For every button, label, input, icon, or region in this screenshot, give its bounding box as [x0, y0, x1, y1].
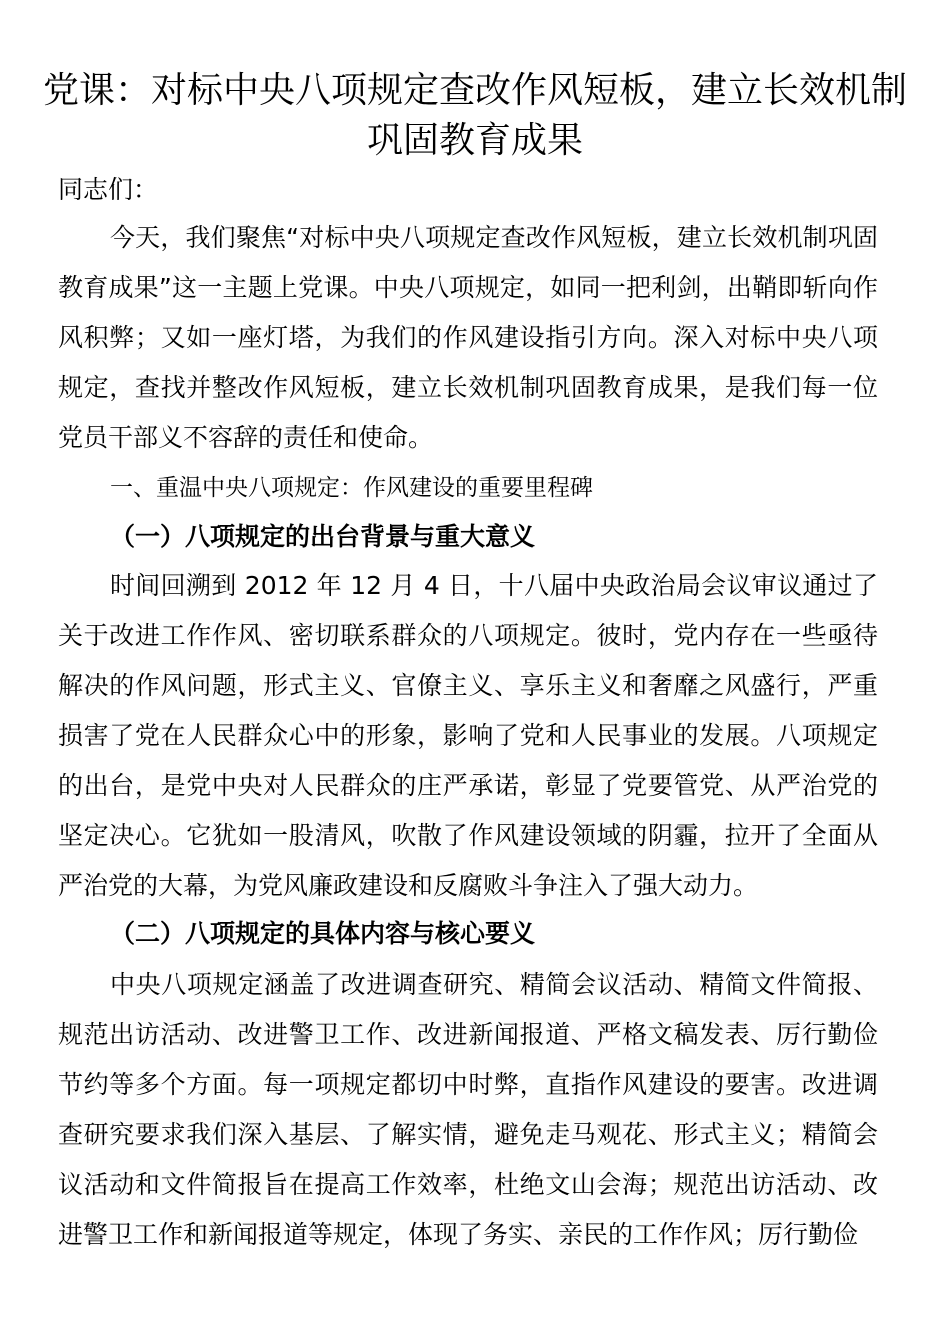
subsection-1-heading: （一）八项规定的出台背景与重大意义	[110, 522, 536, 551]
salutation: 同志们：	[58, 175, 159, 204]
intro-paragraph: 今天，我们聚焦“对标中央八项规定查改作风短板，建立长效机制巩固教育成果”这一主题上党课。中央八项规定，如同一把利剑，出鞘即斩向作风积弊；又如一座灯塔，为我们的作风建设指引方向。深入对标中央八项规定，查找并整改作风短板，建立长效机制巩固教育成果，是我们每一位党员干部义不容辞的责任和使命。	[58, 223, 878, 452]
subsection-1-paragraph: 时间回溯到 2012 年 12 月 4 日，十八届中央政治局会议审议通过了关于改进工作作风、密切联系群众的八项规定。彼时，党内存在一些亟待解决的作风问题，形式主义、官僚主义、享乐主义和奢靡之风盛行，严重损害了党在人民群众心中的形象，影响了党和人民事业的发展。八项规定的出台，是党中央对人民群众的庄严承诺，彰显了党要管党、从严治党的坚定决心。它犹如一股清风，吹散了作风建设领域的阴霾，拉开了全面从严治党的大幕，为党风廉政建设和反腐败斗争注入了强大动力。	[58, 571, 878, 900]
subsection-2-paragraph: 中央八项规定涵盖了改进调查研究、精简会议活动、精简文件简报、规范出访活动、改进警卫工作、改进新闻报道、严格文稿发表、厉行勤俭节约等多个方面。每一项规定都切中时弊，直指作风建设的要害。改进调查研究要求我们深入基层、了解实情，避免走马观花、形式主义；精简会议活动和文件简报旨在提高工作效率，杜绝文山会海；规范出访活动、改进警卫工作和新闻报道等规定，体现了务实、亲民的工作作风；厉行勤俭	[58, 970, 878, 1249]
section-1-heading: 一、重温中央八项规定：作风建设的重要里程碑	[110, 475, 593, 501]
document-title: 党课：对标中央八项规定查改作风短板，建立长效机制巩固教育成果	[42, 70, 907, 161]
subsection-2-heading: （二）八项规定的具体内容与核心要义	[110, 919, 536, 948]
